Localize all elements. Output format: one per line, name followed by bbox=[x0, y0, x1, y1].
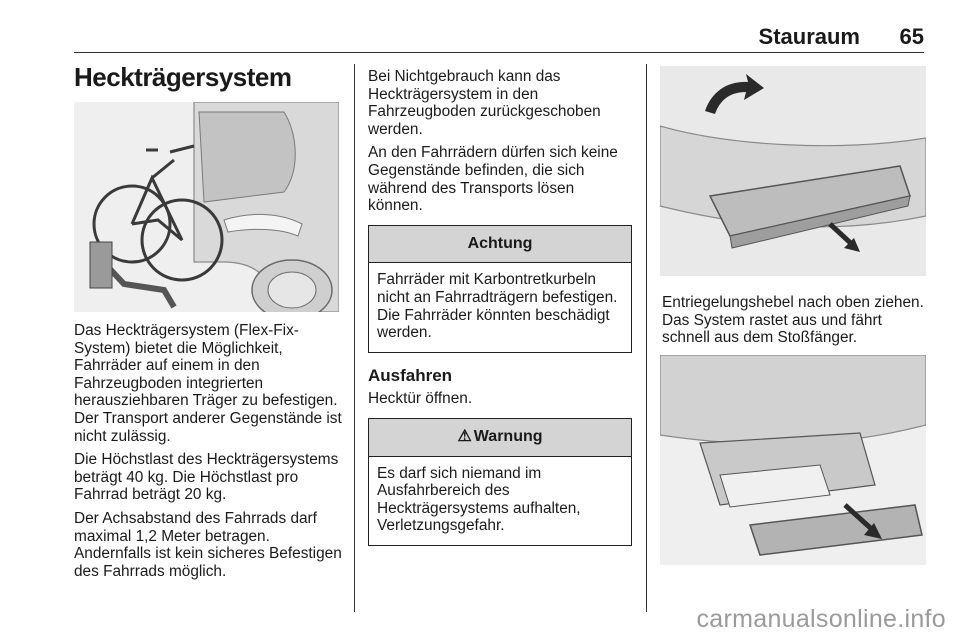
page-number: 65 bbox=[899, 24, 924, 49]
paragraph: Das Heckträgersystem (Flex-Fix-System) bietet die Möglichkeit, Fahrräder auf einem in den Fahrzeugboden integrierten herausziehbaren Träger zu befestigen. Der Transport anderer Gegenstände ist nicht zulässig. bbox=[74, 322, 342, 445]
bike-carrier-illustration bbox=[74, 102, 339, 312]
paragraph: An den Fahrrädern dürfen sich keine Gegenstände befinden, die sich während des Transports lösen können. bbox=[368, 144, 618, 215]
caution-box bbox=[368, 225, 632, 353]
extended-carrier-drawing bbox=[660, 355, 926, 565]
caution-text: Fahrräder mit Karbontretkurbeln nicht an Fahrradträgern befestigen. Die Fahrräder könnten beschädigt werden. bbox=[377, 271, 618, 342]
running-header-title: Stauraum bbox=[758, 24, 860, 49]
column-2-text bbox=[368, 68, 632, 560]
footer-watermark: carmanualsonline.info bbox=[696, 605, 946, 633]
figure-caption: Entriegelungshebel nach oben ziehen. Das System rastet aus und fährt schnell aus dem Stoßfänger. bbox=[662, 294, 924, 347]
warning-box bbox=[368, 418, 632, 546]
warning-triangle-icon: ⚠ bbox=[457, 427, 472, 445]
warning-heading: Warnung bbox=[473, 427, 543, 445]
column-1-text bbox=[74, 322, 342, 586]
release-lever-drawing bbox=[660, 66, 926, 276]
warning-text: Es darf sich niemand im Ausfahrbereich des Heckträgersystems aufhalten, Verletzungsgefahr. bbox=[377, 464, 581, 535]
subheading: Ausfahren bbox=[368, 365, 453, 385]
extended-carrier-illustration bbox=[660, 355, 926, 565]
bike-carrier-drawing bbox=[74, 102, 339, 312]
caution-heading: Achtung bbox=[369, 226, 631, 264]
paragraph: Die Höchstlast des Heckträgersystems beträgt 40 kg. Die Höchstlast pro Fahrrad beträgt 20 kg. bbox=[74, 451, 339, 504]
step-text: Hecktür öffnen. bbox=[368, 390, 473, 408]
section-title: Heckträgersystem bbox=[74, 62, 292, 92]
column-divider-right bbox=[646, 64, 647, 612]
paragraph: Der Achsabstand des Fahrrads darf maximal 1,2 Meter betragen. Andernfalls ist kein sicheres Befestigen des Fahrrads möglich. bbox=[74, 509, 342, 580]
header-rule bbox=[74, 52, 924, 53]
column-divider-left bbox=[354, 64, 355, 612]
paragraph: Bei Nichtgebrauch kann das Heckträgersystem in den Fahrzeugboden zurückgeschoben werden. bbox=[368, 68, 601, 138]
column-3-text bbox=[662, 294, 926, 353]
release-lever-illustration bbox=[660, 66, 926, 276]
warning-header bbox=[369, 419, 631, 457]
